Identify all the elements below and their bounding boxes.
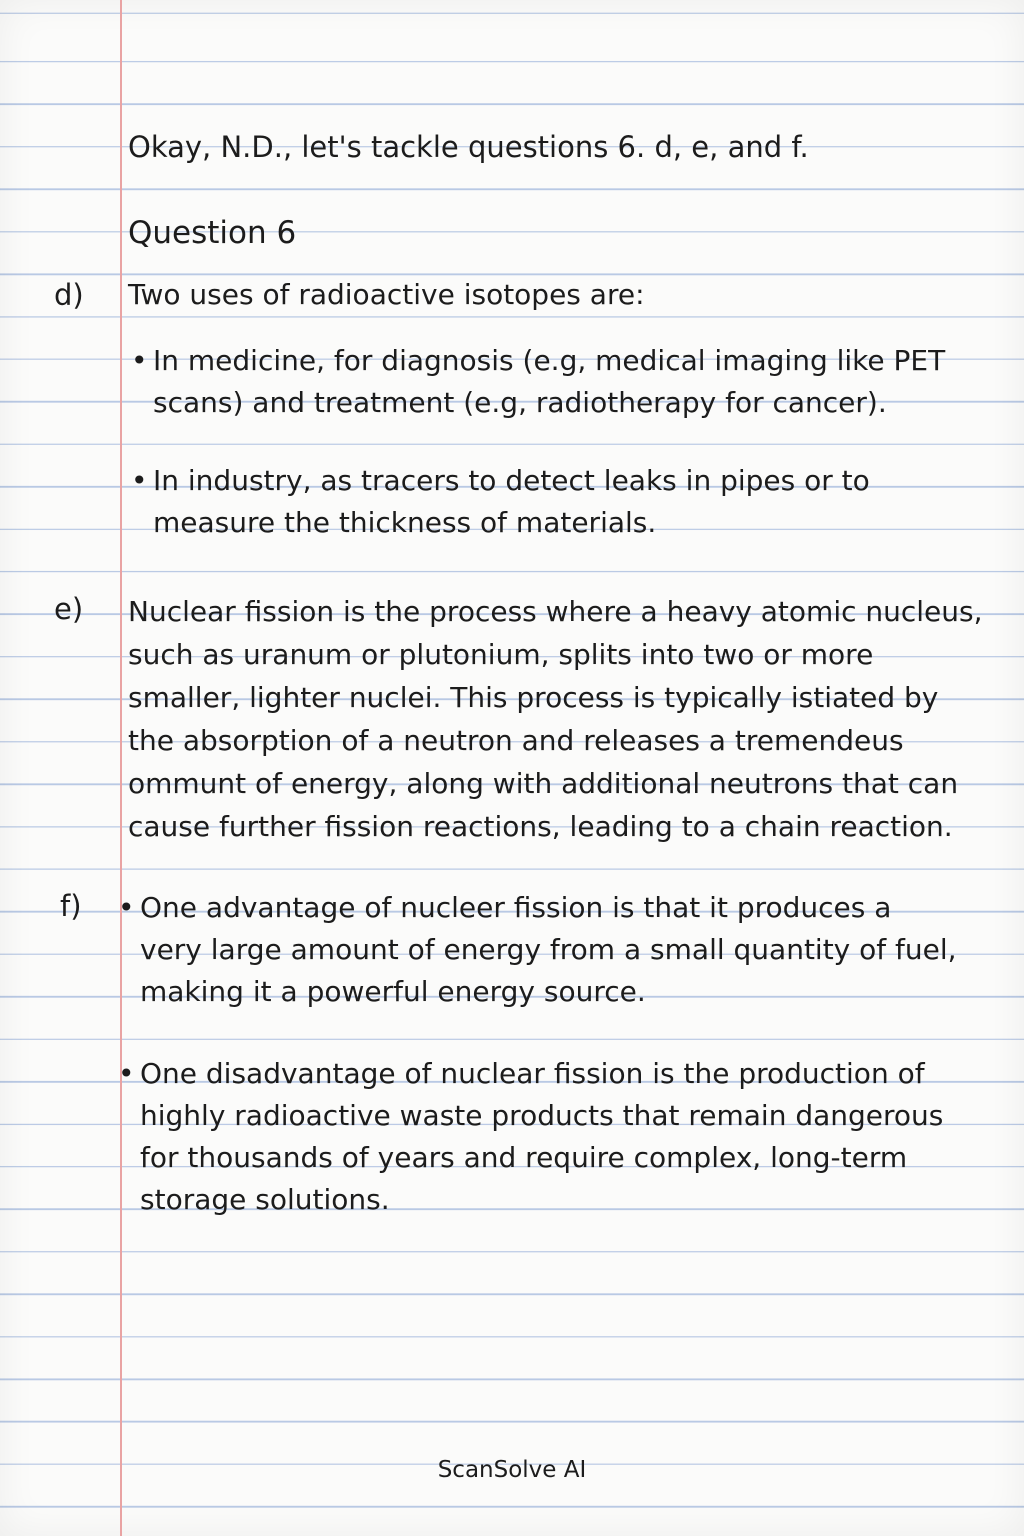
intro-text: Okay, N.D., let's tackle questions 6. d, e, and f. xyxy=(128,130,809,164)
bullet-dot: • xyxy=(118,891,135,924)
part-d-lead: Two uses of radioactive isotopes are: xyxy=(128,278,645,311)
bullet-dot: • xyxy=(131,464,148,497)
part-e-text: Nuclear fission is the process where a heavy atomic nucleus, such as uranum or plutonium, splits into two or more smaller, lighter nuclei. This process is typically istiated by the absorption of a neutron and releases a tremendeus ommunt of energy, along with additional neutrons that can cause further fission reactions, leading to a chain reaction. xyxy=(128,595,983,843)
bullet-dot: • xyxy=(131,344,148,377)
footer-brand: ScanSolve AI xyxy=(437,1457,587,1483)
bullet-dot: • xyxy=(118,1057,135,1090)
margin-line xyxy=(120,0,122,1536)
bullet-text: One disadvantage of nuclear fission is the production of highly radioactive waste products that remain dangerous for thousands of years and require complex, long-term storage solutions. xyxy=(140,1057,944,1216)
part-f-bullet-2 xyxy=(118,1053,960,1221)
part-f-bullet-1 xyxy=(118,887,960,1013)
part-d-label: d) xyxy=(54,278,84,312)
part-f-label: f) xyxy=(60,889,82,923)
question-heading: Question 6 xyxy=(128,215,297,251)
part-d-bullet-1 xyxy=(131,340,993,424)
bullet-text: One advantage of nucleer fission is that it produces a very large amount of energy from a small quantity of fuel, making it a powerful energy source. xyxy=(140,891,957,1008)
part-e-label: e) xyxy=(54,592,84,626)
bullet-text: In industry, as tracers to detect leaks in pipes or to measure the thickness of materials. xyxy=(153,464,870,539)
part-d-bullet-2 xyxy=(131,460,993,544)
bullet-text: In medicine, for diagnosis (e.g, medical imaging like PET scans) and treatment (e.g, radiotherapy for cancer). xyxy=(153,344,946,419)
